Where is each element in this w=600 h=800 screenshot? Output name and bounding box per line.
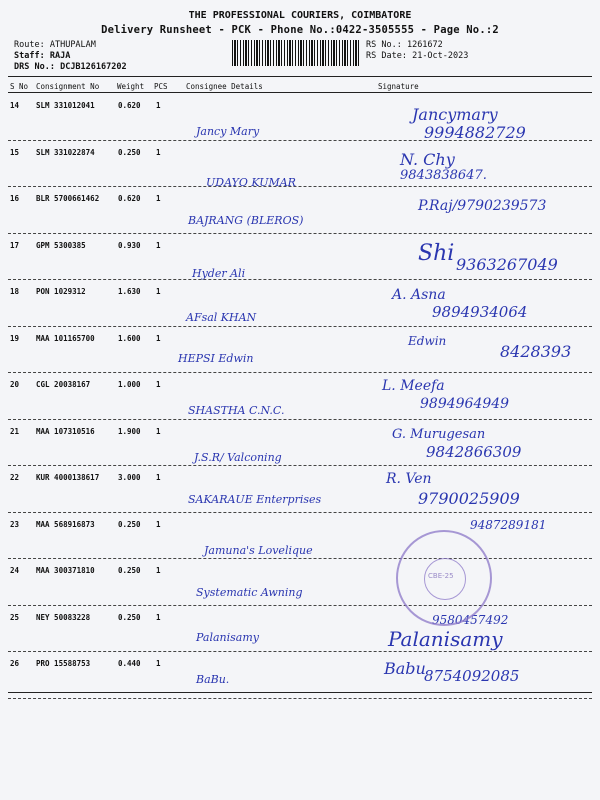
row-sno: 14 [10, 101, 20, 110]
col-sno: S No [10, 82, 29, 91]
row-consignee-handwritten: BaBu. [196, 673, 230, 686]
company-title: THE PROFESSIONAL COURIERS, COIMBATORE [188, 10, 412, 21]
row-sno: 22 [10, 473, 20, 482]
row-signature: Edwin [408, 333, 447, 348]
row-signature-phone: 9842866309 [426, 442, 522, 461]
table-row [0, 235, 600, 285]
row-signature: A. Asna [392, 287, 446, 303]
row-consignment-no: MAA 568916873 [36, 519, 95, 529]
rs-no-value: 1261672 [406, 40, 443, 50]
row-pcs: 1 [156, 240, 161, 250]
row-consignee-handwritten: Palanisamy [196, 630, 259, 644]
footer-rule [8, 692, 592, 693]
table-row [0, 328, 600, 378]
row-consignee-handwritten: HEPSI Edwin [178, 351, 254, 365]
table-row [0, 421, 600, 471]
route-line [14, 40, 96, 50]
row-signature: L. Meefa [382, 378, 445, 394]
row-sno: 20 [10, 380, 20, 389]
row-consignee-handwritten: Jancy Mary [196, 125, 260, 138]
row-consignee-handwritten: Systematic Awning [196, 586, 303, 599]
row-divider [8, 512, 592, 513]
row-pcs: 1 [156, 287, 161, 296]
row-pcs: 1 [156, 566, 161, 575]
rs-date-value: 21-Oct-2023 [412, 51, 469, 61]
row-pcs: 1 [156, 333, 161, 343]
table-row [0, 514, 600, 564]
row-consignee-handwritten: Hyder Ali [192, 266, 246, 280]
route-label: Route: [14, 40, 45, 50]
row-divider [8, 419, 592, 420]
row-consignee-handwritten: BAJRANG (BLEROS) [188, 214, 304, 227]
row-divider [8, 558, 592, 559]
row-consignment-no: CGL 20038167 [36, 380, 91, 389]
row-signature-phone: Palanisamy [388, 626, 503, 651]
table-row [0, 142, 600, 192]
row-pcs: 1 [156, 426, 161, 436]
row-weight: 1.900 [118, 426, 141, 436]
row-signature-phone: 9843838647. [400, 167, 487, 183]
runsheet-subtitle: Delivery Runsheet - PCK - Phone No.:0422-3505555 - Page No.:2 [101, 24, 499, 36]
row-sno: 19 [10, 333, 20, 343]
row-signature: Shi [418, 240, 455, 266]
row-signature-phone: 9994882729 [424, 123, 526, 142]
row-divider [8, 186, 592, 187]
row-weight: 0.930 [118, 240, 141, 250]
row-signature: R. Ven [386, 471, 432, 487]
row-pcs: 1 [156, 380, 161, 389]
row-signature-phone: 9363267049 [456, 254, 558, 274]
row-signature: Babu [384, 659, 426, 678]
row-weight: 0.250 [118, 566, 141, 575]
col-consignment: Consignment No [36, 82, 100, 91]
table-row [0, 653, 600, 703]
row-pcs: 1 [156, 659, 161, 668]
row-consignment-no: PRO 15588753 [36, 659, 91, 668]
row-divider [8, 372, 592, 373]
row-consignee-handwritten: AFsal KHAN [186, 311, 257, 324]
row-divider [8, 326, 592, 327]
row-consignment-no: NEY 50083228 [36, 612, 91, 622]
row-consignee-handwritten: UDAYO KUMAR [206, 175, 296, 189]
drs-value: DCJB126167202 [60, 62, 127, 72]
row-signature: P.Raj/9790239573 [418, 198, 547, 214]
rs-date-label: RS Date: [366, 51, 407, 61]
row-sno: 26 [10, 659, 20, 668]
row-consignee-handwritten: SAKARAUE Enterprises [188, 493, 322, 506]
row-consignment-no: MAA 300371810 [36, 566, 95, 575]
row-signature-phone: 8754092085 [424, 667, 520, 685]
table-row [0, 188, 600, 238]
row-sno: 23 [10, 519, 20, 529]
row-weight: 1.600 [118, 333, 141, 343]
row-pcs: 1 [156, 101, 161, 110]
drs-label: DRS No.: [14, 62, 55, 72]
table-row [0, 95, 600, 145]
row-divider [8, 465, 592, 466]
row-sno: 15 [10, 147, 20, 157]
row-signature: 9580457492 [432, 612, 509, 627]
column-rule [8, 92, 592, 93]
row-consignment-no: SLM 331012041 [36, 101, 95, 110]
row-consignment-no: MAA 101165700 [36, 333, 95, 343]
row-weight: 0.250 [118, 519, 141, 529]
table-row [0, 281, 600, 331]
row-divider [8, 698, 592, 699]
row-pcs: 1 [156, 194, 161, 203]
row-consignment-no: MAA 107310516 [36, 426, 95, 436]
row-sno: 21 [10, 426, 20, 436]
row-weight: 0.620 [118, 101, 141, 110]
staff-line [14, 51, 70, 61]
row-divider [8, 651, 592, 652]
row-consignee-handwritten: J.S.R/ Valconing [194, 450, 282, 464]
table-row [0, 560, 600, 610]
row-weight: 0.250 [118, 147, 141, 157]
row-signature: Jancymary [412, 105, 498, 124]
row-signature-phone: 8428393 [500, 341, 572, 361]
row-sno: 24 [10, 566, 20, 575]
row-consignment-no: GPM 5300385 [36, 240, 86, 250]
row-weight: 1.000 [118, 380, 141, 389]
route-value: ATHUPALAM [49, 40, 96, 50]
table-row [0, 374, 600, 424]
row-sno: 25 [10, 612, 20, 622]
staff-value: RAJA [49, 51, 71, 61]
row-pcs: 1 [156, 473, 161, 482]
row-pcs: 1 [156, 519, 161, 529]
row-sno: 16 [10, 194, 20, 203]
row-consignment-no: SLM 331022874 [36, 147, 95, 157]
barcode [232, 40, 360, 66]
row-consignment-no: KUR 4000138617 [36, 473, 100, 482]
row-divider [8, 279, 592, 280]
rs-no-label: RS No.: [366, 40, 402, 50]
row-signature-phone: 9790025909 [418, 489, 520, 508]
row-signature-phone: 9894934064 [432, 303, 528, 321]
rs-date-line [366, 51, 468, 61]
row-weight: 0.620 [118, 194, 141, 203]
row-sno: 18 [10, 287, 20, 296]
row-consignment-no: BLR 5700661462 [36, 194, 100, 203]
row-signature: N. Chy [400, 149, 455, 169]
row-consignee-handwritten: Jamuna's Lovelique [204, 543, 313, 557]
stamp-text: CBE-25 [428, 572, 454, 580]
row-divider [8, 140, 592, 141]
row-sno: 17 [10, 240, 20, 250]
row-consignment-no: PON 1029312 [36, 287, 86, 296]
row-signature-phone: 9894964949 [420, 396, 510, 412]
drs-line [14, 62, 127, 72]
table-row [0, 607, 600, 657]
row-signature: G. Murugesan [392, 426, 486, 442]
col-consignee: Consignee Details [186, 82, 263, 91]
row-weight: 0.250 [118, 612, 141, 622]
company-stamp [396, 530, 492, 626]
row-divider [8, 233, 592, 234]
staff-label: Staff: [14, 51, 45, 61]
col-signature: Signature [378, 82, 419, 91]
row-pcs: 1 [156, 147, 161, 157]
rs-no-line [366, 40, 443, 50]
row-signature: 9487289181 [470, 517, 547, 532]
row-consignee-handwritten: SHASTHA C.N.C. [188, 404, 285, 417]
header-rule [8, 76, 592, 77]
col-weight: Weight [117, 82, 145, 91]
row-pcs: 1 [156, 612, 161, 622]
table-row [0, 467, 600, 517]
row-weight: 0.440 [118, 659, 141, 668]
col-pcs: PCS [154, 82, 168, 91]
row-divider [8, 605, 592, 606]
row-weight: 3.000 [118, 473, 141, 482]
row-weight: 1.630 [118, 287, 141, 296]
